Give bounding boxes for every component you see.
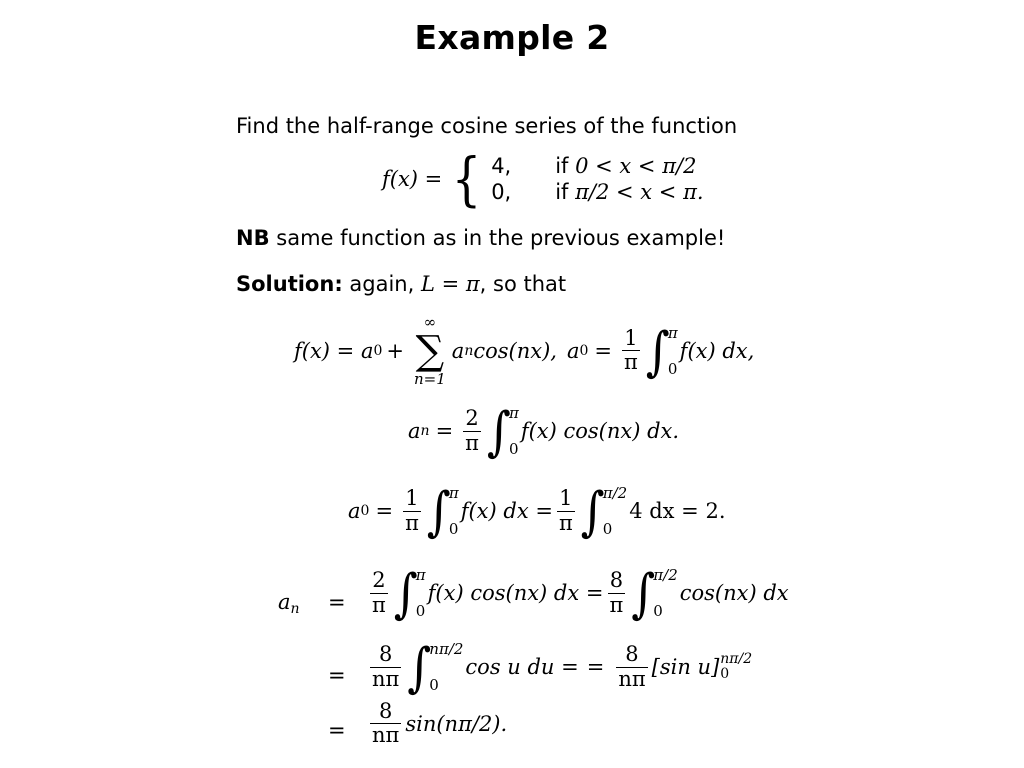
eq4-l3-fraction bbox=[370, 700, 401, 747]
eq4-line3 bbox=[366, 700, 507, 747]
solution-label: Solution: bbox=[236, 272, 343, 296]
summation bbox=[414, 314, 446, 387]
eq4-l1-integrand2: cos(nx) dx bbox=[679, 581, 789, 605]
eq4-eq1: = bbox=[328, 590, 346, 614]
eq1-term-tail: cos(nx), bbox=[473, 338, 557, 363]
eq4-l2-int-upper: nπ/2 bbox=[429, 640, 464, 658]
eq4-l1-frac2-num: 8 bbox=[609, 568, 624, 593]
eq4-lhs-cell bbox=[278, 590, 300, 617]
eq3-lhs-sub: 0 bbox=[360, 503, 370, 519]
integral-sign: ∫ bbox=[580, 479, 605, 543]
eq4-l3-frac-num: 8 bbox=[378, 699, 393, 723]
eq4-l2-integral bbox=[407, 635, 464, 699]
eq3-int2-lower: 0 bbox=[602, 520, 613, 538]
eq4-l1-frac1-num: 2 bbox=[372, 568, 386, 593]
eq2-fraction bbox=[463, 407, 481, 454]
eq4-eq2: = bbox=[328, 663, 346, 687]
equation-series bbox=[294, 314, 754, 387]
eq4-l1-int1-lower: 0 bbox=[415, 602, 426, 620]
case2-cond: π/2 < x < π. bbox=[575, 180, 704, 204]
eq2-int-lower: 0 bbox=[508, 440, 519, 458]
eq1-frac-num: 1 bbox=[624, 325, 638, 350]
case1-cond: 0 < x < π/2 bbox=[575, 154, 697, 178]
eq3-integrand1: f(x) dx = bbox=[460, 499, 553, 523]
eq2-integral bbox=[486, 399, 519, 463]
eq4-l2-int-lower: 0 bbox=[429, 676, 439, 694]
eq1-term-sub: n bbox=[464, 342, 474, 359]
eq1-integrand: f(x) dx, bbox=[679, 338, 755, 363]
eq1-frac-den: π bbox=[624, 350, 638, 374]
eq2-eq: = bbox=[435, 419, 454, 443]
slide-title: Example 2 bbox=[414, 18, 610, 57]
eq4-lhs-sub: n bbox=[290, 601, 300, 617]
eq1-lhs: f(x) = a bbox=[294, 338, 374, 363]
eq3-int2-upper: π/2 bbox=[602, 484, 628, 502]
solution-tail: , so that bbox=[479, 272, 567, 296]
eq1-int-lower: 0 bbox=[667, 359, 678, 378]
solution-math: L = π bbox=[420, 272, 480, 296]
eq4-l2-fraction2 bbox=[616, 643, 647, 690]
eq1-integral bbox=[645, 319, 678, 382]
eq4-l2-bracket-limits bbox=[720, 652, 752, 681]
cases bbox=[491, 154, 703, 204]
eq3-lhs: a bbox=[348, 499, 361, 523]
eq1-fraction bbox=[622, 327, 640, 374]
eq1-a0: a bbox=[566, 338, 580, 363]
eq4-l1-int2-lower: 0 bbox=[653, 602, 663, 620]
eq1-int-upper: π bbox=[667, 323, 678, 342]
eq4-l1-frac2-den: π bbox=[609, 592, 624, 617]
eq4-l1-fraction2 bbox=[608, 569, 626, 616]
integral-sign: ∫ bbox=[486, 399, 511, 463]
nb-label: NB bbox=[236, 226, 270, 250]
eq4-l2-integrand: cos u du = bbox=[465, 655, 579, 679]
eq1-plus: + bbox=[386, 338, 404, 363]
equation-an-definition bbox=[408, 399, 680, 463]
case2-if: if bbox=[555, 180, 569, 204]
eq3-frac2-num: 1 bbox=[559, 486, 573, 511]
eq4-l3-frac-den: nπ bbox=[372, 723, 400, 748]
eq2-int-upper: π bbox=[508, 404, 519, 422]
eq3-eq: = bbox=[375, 499, 394, 523]
eq1-lhs-sub: 0 bbox=[373, 342, 383, 359]
integral-sign: ∫ bbox=[426, 479, 451, 543]
eq4-l2-bracket-sup: nπ/2 bbox=[720, 651, 753, 668]
eq4-l1-integral2 bbox=[631, 561, 678, 625]
sum-upper: ∞ bbox=[423, 313, 437, 331]
eq3-fraction2 bbox=[557, 487, 575, 534]
eq4-l2-frac1-den: nπ bbox=[372, 666, 400, 691]
eq3-int1-lower: 0 bbox=[448, 520, 459, 538]
eq4-l1-integral1 bbox=[393, 561, 426, 625]
case2-value: 0, bbox=[491, 180, 512, 204]
nb-note bbox=[236, 226, 725, 250]
solution-line bbox=[236, 272, 566, 296]
eq4-l1-frac1-den: π bbox=[372, 592, 386, 617]
sigma-symbol: ∑ bbox=[415, 327, 445, 374]
case1-value: 4, bbox=[491, 154, 512, 178]
equation-a0-value bbox=[348, 479, 726, 543]
eq4-l1-int1-upper: π bbox=[415, 566, 426, 584]
eq4-line1 bbox=[366, 561, 789, 625]
eq1-eq: = bbox=[594, 338, 613, 363]
eq2-frac-den: π bbox=[465, 430, 479, 455]
eq2-integrand: f(x) cos(nx) dx. bbox=[520, 419, 680, 443]
eq4-l2-bracket: [sin u] bbox=[651, 655, 720, 679]
eq3-integrand2: 4 dx = 2. bbox=[629, 499, 726, 523]
case1-if: if bbox=[555, 154, 569, 178]
solution-text: again, bbox=[342, 272, 421, 296]
integral-sign: ∫ bbox=[393, 561, 418, 625]
eq4-l2-bracket-sub: 0 bbox=[720, 666, 730, 682]
eq4-lhs: a bbox=[278, 590, 291, 614]
eq3-frac2-den: π bbox=[558, 510, 573, 535]
eq3-integral1 bbox=[426, 479, 459, 543]
eq2-lhs: a bbox=[408, 419, 421, 443]
eq2-lhs-sub: n bbox=[420, 423, 430, 439]
eq4-l2-frac1-num: 8 bbox=[378, 642, 393, 667]
piecewise-lhs: f(x) = bbox=[382, 167, 443, 191]
eq4-l1-fraction1 bbox=[370, 569, 388, 616]
left-brace: { bbox=[451, 145, 482, 213]
nb-text: same function as in the previous example! bbox=[269, 226, 726, 250]
case2-condition bbox=[555, 180, 703, 204]
eq4-line2 bbox=[366, 635, 753, 699]
case1-condition bbox=[555, 154, 703, 178]
eq3-int1-upper: π bbox=[448, 484, 459, 502]
eq4-l2-frac2-num: 8 bbox=[625, 642, 639, 667]
intro-text: Find the half-range cosine series of the function bbox=[236, 114, 738, 138]
piecewise-definition bbox=[382, 145, 704, 213]
eq4-l2-eq: = bbox=[586, 655, 605, 679]
eq3-frac1-num: 1 bbox=[405, 486, 419, 511]
eq4-l1-integrand1: f(x) cos(nx) dx = bbox=[427, 581, 604, 605]
eq4-l2-fraction1 bbox=[370, 643, 401, 690]
eq3-integral2 bbox=[580, 479, 628, 543]
eq2-frac-num: 2 bbox=[465, 406, 479, 431]
integral-sign: ∫ bbox=[631, 561, 656, 625]
eq1-a0-sub: 0 bbox=[579, 342, 589, 359]
eq4-l3-tail: sin(nπ/2). bbox=[405, 711, 508, 736]
eq1-term: a bbox=[451, 338, 465, 363]
integral-sign: ∫ bbox=[645, 319, 670, 382]
eq4-l2-frac2-den: nπ bbox=[618, 666, 646, 691]
eq3-frac1-den: π bbox=[405, 510, 419, 535]
eq3-fraction1 bbox=[403, 487, 421, 534]
eq4-eq3: = bbox=[328, 718, 346, 742]
sum-lower: n=1 bbox=[414, 369, 446, 388]
integral-sign: ∫ bbox=[407, 635, 432, 699]
eq4-l1-int2-upper: π/2 bbox=[653, 566, 678, 584]
